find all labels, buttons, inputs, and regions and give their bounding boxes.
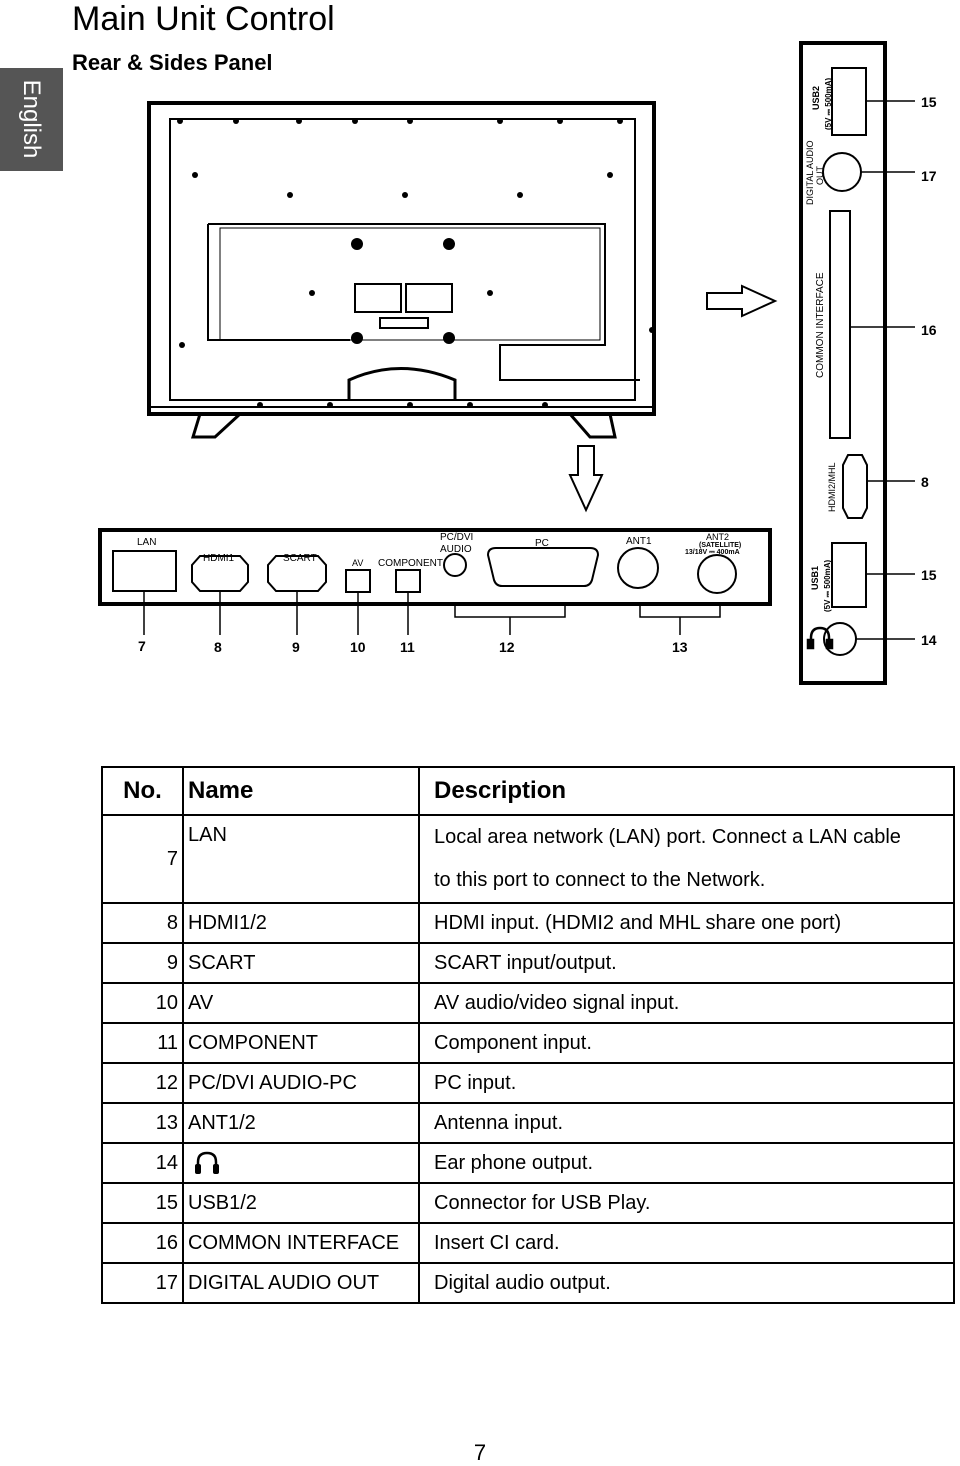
callout-8: 8: [214, 639, 222, 655]
av-port-label: AV: [352, 558, 364, 568]
ant1-port-label: ANT1: [626, 536, 652, 547]
table-row: [102, 1183, 954, 1223]
header-name: Name: [183, 767, 419, 815]
callout-15-usb1: 15: [921, 567, 937, 583]
row-no: 13: [102, 1103, 183, 1143]
row-description: SCART input/output.: [419, 943, 954, 983]
row-name: LAN: [183, 815, 419, 903]
table-row: [102, 1103, 954, 1143]
row-no: 7: [102, 815, 183, 903]
row-no: 16: [102, 1223, 183, 1263]
pc-dvi-audio-label: PC/DVI: [440, 532, 474, 543]
connector-spec-table: [101, 766, 955, 1304]
common-interface-label: COMMON INTERFACE: [815, 272, 826, 378]
table-row: [102, 983, 954, 1023]
table-row: [102, 943, 954, 983]
usb2-port-label: USB2: [811, 85, 821, 110]
row-description: Digital audio output.: [419, 1263, 954, 1303]
row-description: Component input.: [419, 1023, 954, 1063]
callout-11: 11: [400, 639, 415, 655]
ant2-port-label: ANT2: [706, 532, 730, 542]
row-no: 8: [102, 903, 183, 943]
lan-port-label: LAN: [137, 537, 157, 548]
tv-rear-illustration: [149, 103, 654, 437]
headphone-icon: [192, 1149, 222, 1177]
row-description: PC input.: [419, 1063, 954, 1103]
row-description: HDMI input. (HDMI2 and MHL share one port): [419, 903, 954, 943]
ant2-satellite-label: (SATELLITE): [699, 542, 742, 549]
callout-12: 12: [499, 639, 515, 655]
callout-8-hdmi2: 8: [921, 474, 929, 490]
row-description: Ear phone output.: [419, 1143, 954, 1183]
callout-9: 9: [292, 639, 300, 655]
row-description-line-2: to this port to connect to the Network.: [434, 869, 766, 891]
component-port-label: COMPONENT: [378, 558, 443, 569]
table-row: [102, 903, 954, 943]
row-description: Connector for USB Play.: [419, 1183, 954, 1223]
arrow-down-icon: [570, 446, 602, 510]
side-connector-panel: [801, 43, 885, 683]
row-description: Antenna input.: [419, 1103, 954, 1143]
row-description: Insert CI card.: [419, 1223, 954, 1263]
callout-17: 17: [921, 168, 937, 184]
header-description: Description: [419, 767, 954, 815]
callout-14: 14: [921, 632, 937, 648]
callout-13: 13: [672, 639, 688, 655]
usb1-power-label: (5V ⎓ 500mA): [823, 559, 832, 612]
callout-7: 7: [138, 638, 146, 654]
table-row: [102, 1023, 954, 1063]
row-no: 14: [102, 1143, 183, 1183]
row-no: 11: [102, 1023, 183, 1063]
usb2-power-label: (5V ⎓ 500mA): [824, 77, 833, 130]
side-callout-lines: [850, 101, 915, 639]
callout-15-usb2: 15: [921, 94, 937, 110]
row-no: 17: [102, 1263, 183, 1303]
digital-audio-out-label-2: OUT: [815, 166, 825, 185]
side-callout-numbers: [921, 94, 937, 648]
header-no: No.: [102, 767, 183, 815]
rear-connector-panel: [100, 530, 770, 604]
hdmi2-mhl-label: HDMI2/MHL: [827, 462, 837, 512]
row-description: AV audio/video signal input.: [419, 983, 954, 1023]
row-name: PC/DVI AUDIO-PC: [183, 1063, 419, 1103]
scart-port-label: SCART: [283, 553, 317, 564]
row-description-line-1: Local area network (LAN) port. Connect a LAN cable: [434, 826, 901, 848]
row-name: SCART: [183, 943, 419, 983]
callout-10: 10: [350, 639, 366, 655]
row-name: ANT1/2: [183, 1103, 419, 1143]
rear-callout-numbers: [138, 638, 688, 655]
ant2-power-label: 13/18V ⎓ 400mA: [685, 549, 740, 556]
row-no: 10: [102, 983, 183, 1023]
row-name: AV: [183, 983, 419, 1023]
row-name: DIGITAL AUDIO OUT: [183, 1263, 419, 1303]
row-description: [419, 815, 954, 903]
table-row: [102, 815, 954, 903]
page-subtitle: Rear & Sides Panel: [72, 50, 273, 75]
hdmi1-port-label: HDMI1: [203, 553, 235, 564]
row-name: USB1/2: [183, 1183, 419, 1223]
arrow-right-icon: [707, 286, 775, 316]
row-name: HDMI1/2: [183, 903, 419, 943]
side-headphone-icon: [808, 628, 832, 648]
row-name: COMPONENT: [183, 1023, 419, 1063]
row-no: 9: [102, 943, 183, 983]
table-row: [102, 1263, 954, 1303]
row-no: 15: [102, 1183, 183, 1223]
page-title: Main Unit Control: [72, 0, 335, 38]
usb1-port-label: USB1: [810, 565, 820, 590]
digital-audio-out-label: DIGITAL AUDIO: [805, 140, 815, 205]
pc-port-label: PC: [535, 538, 549, 549]
table-row: [102, 1143, 954, 1183]
page-number: 7: [473, 1440, 487, 1465]
table-row: [102, 1223, 954, 1263]
rear-callout-lines: [144, 591, 720, 635]
row-no: 12: [102, 1063, 183, 1103]
pc-dvi-audio-label-2: AUDIO: [440, 544, 472, 555]
tv-screw-holes: [177, 118, 655, 408]
table-row: [102, 1063, 954, 1103]
table-header-row: [102, 767, 954, 815]
callout-16: 16: [921, 322, 937, 338]
row-name: [183, 1143, 419, 1183]
row-name: COMMON INTERFACE: [183, 1223, 419, 1263]
language-tab-label: English: [18, 79, 45, 159]
